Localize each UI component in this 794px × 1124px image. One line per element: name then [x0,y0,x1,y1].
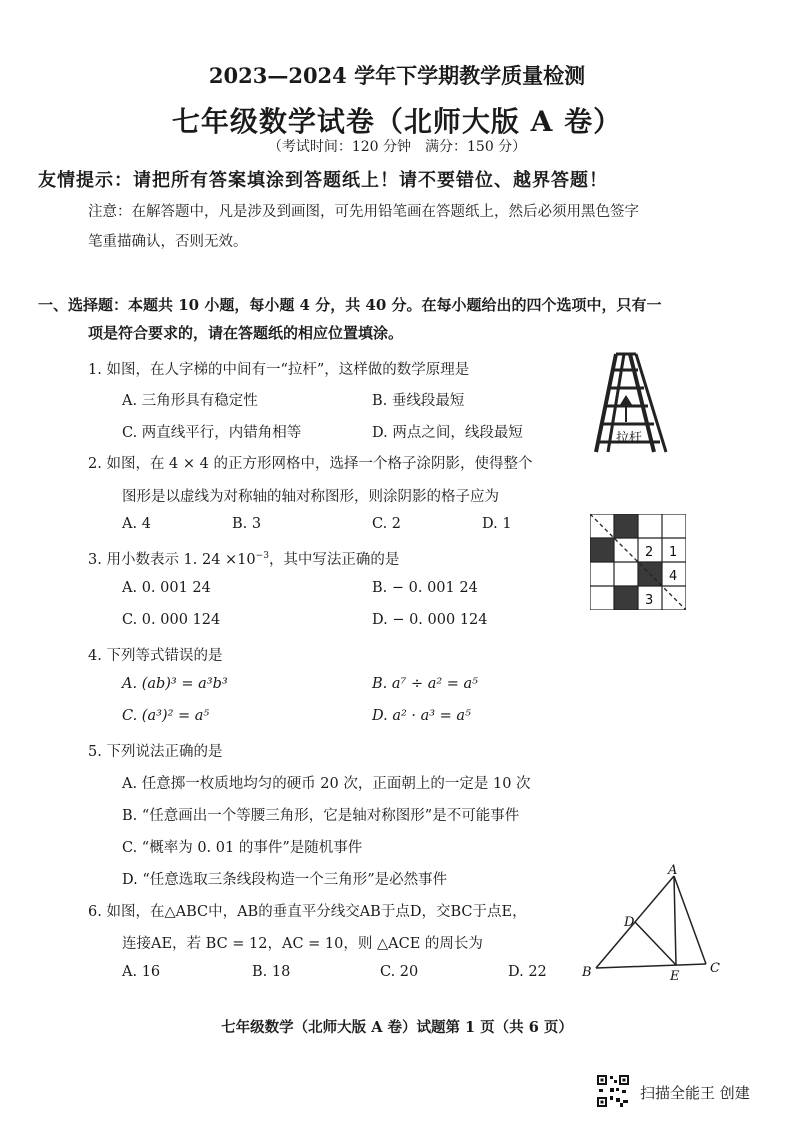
point-e-label: E [670,969,680,982]
q2-option-a: A. 4 [122,516,151,532]
grid-label-3: 3 [645,593,654,608]
grid-figure [590,514,686,610]
q6-option-d: D. 22 [508,964,547,980]
q3-stem-post: ，其中写法正确的是 [268,552,400,568]
q5-option-b: B. “任意画出一个等腰三角形，它是轴对称图形”是不可能事件 [122,808,520,824]
q4-option-b: B. a⁷ ÷ a² = a⁵ [372,676,478,692]
grid-label-2: 2 [645,545,654,560]
section-1-line-2: 项是符合要求的，请在答题纸的相应位置填涂。 [88,324,404,342]
triangle-figure [578,864,728,982]
q3-option-d: D. − 0. 000 124 [372,612,488,628]
scanner-brand: 扫描全能王 创建 [640,1084,750,1102]
page-title: 七年级数学试卷（北师大版 A 卷） [171,105,623,138]
q1-stem: 1. 如图，在人字梯的中间有一“拉杆”，这样做的数学原理是 [88,362,470,378]
q5-option-d: D. “任意选取三条线段构造一个三角形”是必然事件 [122,872,448,888]
q2-option-b: B. 3 [232,516,262,532]
point-d-label: D [624,915,635,930]
q3-stem-exp: −3 [255,551,269,562]
qr-code-icon [596,1074,630,1108]
note-line-1: 注意：在解答题中，凡是涉及到画图，可先用铅笔画在答题纸上，然后必须用黑色签字 [88,204,639,220]
q3-option-c: C. 0. 000 124 [122,612,221,628]
ladder-figure [590,350,670,456]
q2-stem-1: 2. 如图，在 4 × 4 的正方形网格中，选择一个格子涂阴影，使得整个 [88,456,533,472]
q2-option-d: D. 1 [482,516,512,532]
point-a-label: A [668,864,678,878]
q3-stem [88,548,399,569]
q6-option-b: B. 18 [252,964,291,980]
q1-option-a: A. 三角形具有稳定性 [122,393,258,409]
q4-option-a: A. (ab)³ = a³b³ [122,676,228,692]
q4-option-c: C. (a³)² = a⁵ [122,708,210,724]
point-c-label: C [710,961,720,976]
point-b-label: B [582,965,592,980]
friendly-tip: 友情提示：请把所有答案填涂到答题纸上！请不要错位、越界答题！ [38,170,608,191]
grid-label-1: 1 [669,545,678,560]
exam-year-title: 2023—2024 学年下学期教学质量检测 [208,63,586,88]
q3-option-a: A. 0. 001 24 [122,580,211,596]
q4-option-d: D. a² · a³ = a⁵ [372,708,471,724]
q3-stem-pre: 3. 用小数表示 1. 24 ×10 [88,552,256,568]
q1-option-d: D. 两点之间，线段最短 [372,425,523,441]
q6-option-a: A. 16 [122,964,161,980]
q3-option-b: B. − 0. 001 24 [372,580,478,596]
q5-option-a: A. 任意掷一枚质地均匀的硬币 20 次，正面朝上的一定是 10 次 [122,776,531,792]
section-1-line-1: 一、选择题：本题共 10 小题，每小题 4 分，共 40 分。在每小题给出的四个选项中，只有一 [38,296,662,314]
q6-option-c: C. 20 [380,964,419,980]
q2-option-c: C. 2 [372,516,402,532]
q5-option-c: C. “概率为 0. 01 的事件”是随机事件 [122,840,363,856]
q6-stem-1: 6. 如图，在△ABC中，AB的垂直平分线交AB于点D，交BC于点E， [88,904,527,920]
q4-stem: 4. 下列等式错误的是 [88,648,223,664]
page-footer: 七年级数学（北师大版 A 卷）试题第 1 页（共 6 页） [221,1019,573,1036]
q5-stem: 5. 下列说法正确的是 [88,744,223,760]
ladder-label: 拉杆 [616,431,643,446]
q6-stem-2: 连接AE，若 BC = 12，AC = 10，则 △ACE 的周长为 [122,936,483,952]
note-line-2: 笔重描确认，否则无效。 [88,234,248,250]
q1-option-c: C. 两直线平行，内错角相等 [122,425,302,441]
grid-label-4: 4 [669,569,678,584]
exam-info: （考试时间：120 分钟 满分：150 分） [267,139,527,155]
q1-option-b: B. 垂线段最短 [372,393,465,409]
q2-stem-2: 图形是以虚线为对称轴的轴对称图形，则涂阴影的格子应为 [122,489,499,505]
